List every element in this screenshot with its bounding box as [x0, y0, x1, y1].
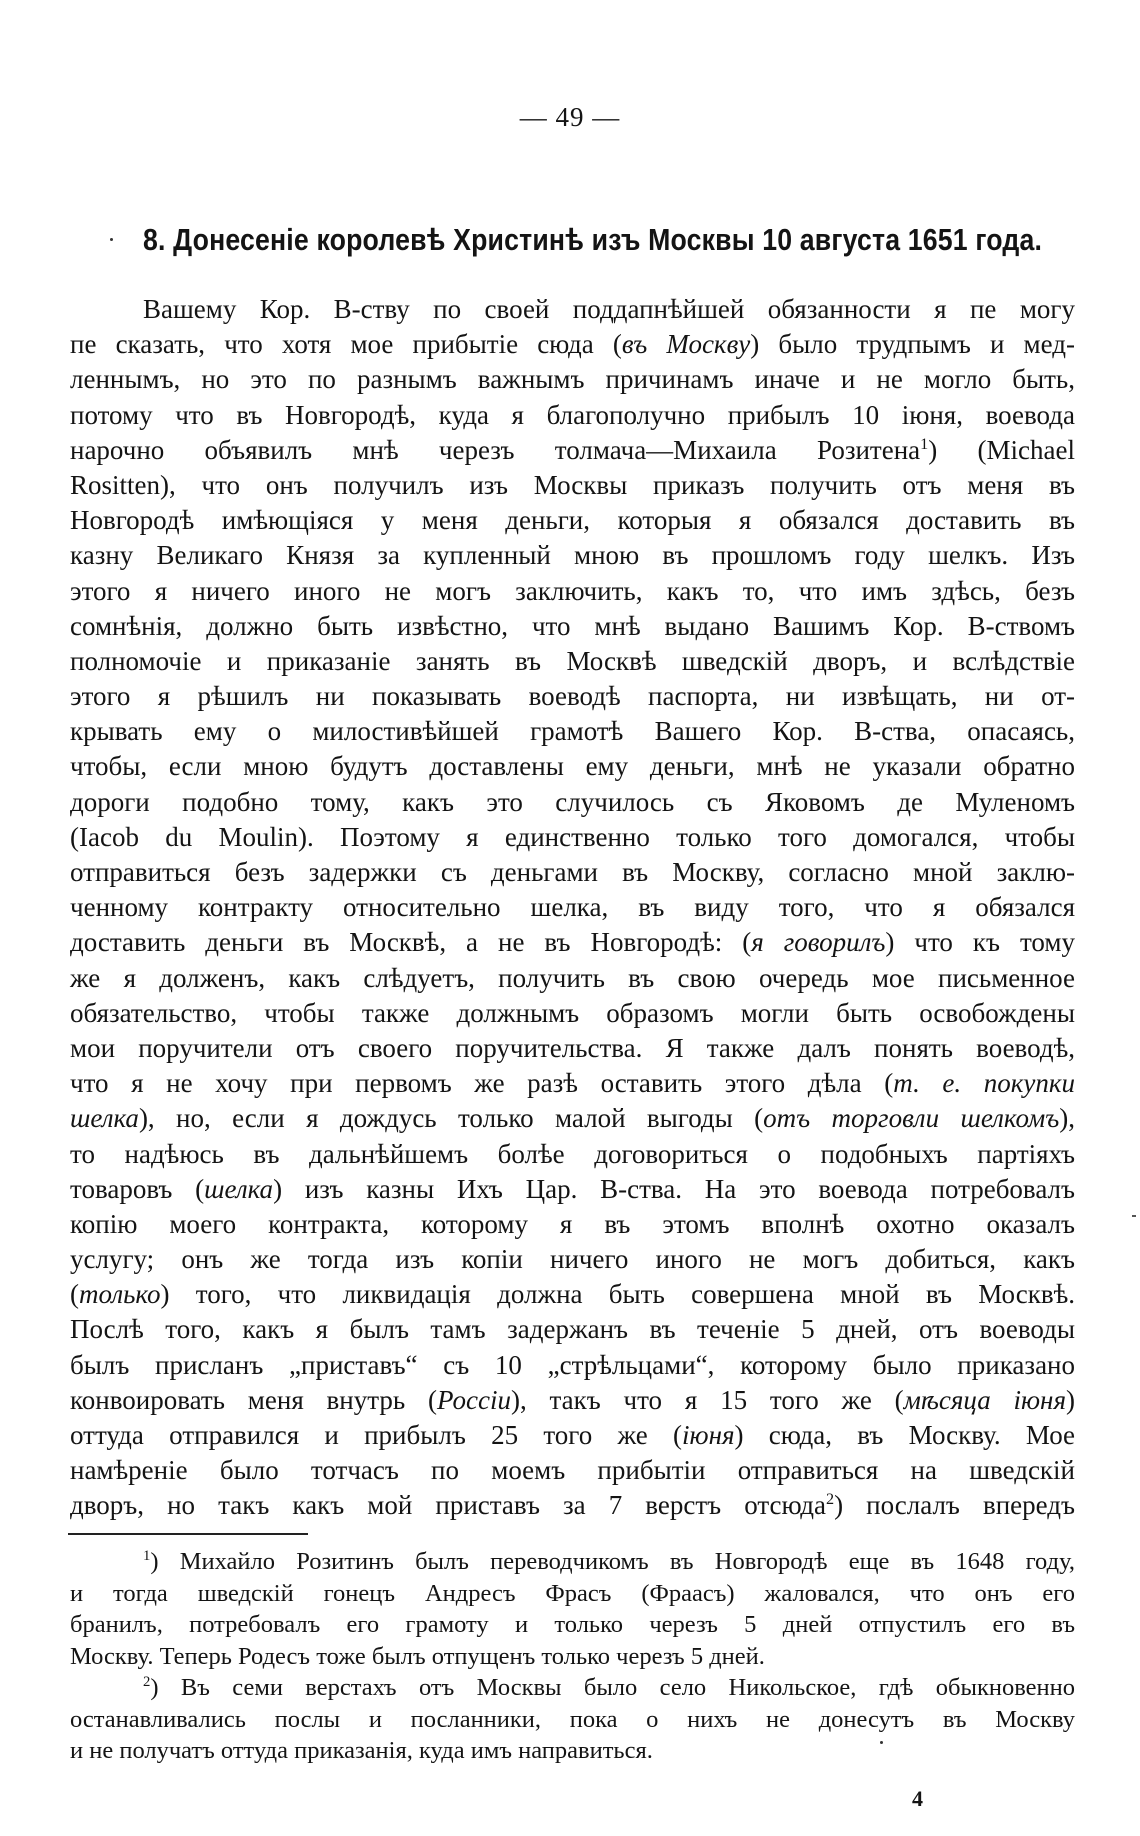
italic-text: т. е. покупки: [893, 1068, 1075, 1099]
body-line: [70, 503, 1075, 538]
text-run: чтобы, если мною будутъ доставлены ему деньги, мнѣ не указали обратно: [70, 751, 1075, 782]
text-run: ) сюда, въ Москву. Мое: [734, 1420, 1076, 1450]
text-run: товаровъ (: [70, 1173, 205, 1204]
body-line: [70, 1383, 1075, 1418]
italic-text: іюня: [682, 1420, 735, 1450]
body-line: [70, 714, 1075, 749]
body-line: [70, 609, 1075, 644]
footnote-line: [70, 1641, 1075, 1673]
body-line: [70, 820, 1075, 855]
body-line: [70, 1207, 1075, 1242]
text-run: намѣреніе было тотчасъ по моемъ прибытіи отправиться на шведскій: [70, 1455, 1075, 1486]
text-run: доставить деньги въ Москвѣ, а не въ Новгородѣ: (: [70, 927, 752, 958]
body-line: [70, 1242, 1075, 1277]
print-speck: [1132, 1215, 1136, 1217]
body-line: [70, 855, 1075, 890]
body-line: [70, 1348, 1075, 1383]
body-line: [70, 398, 1075, 433]
section-heading: 8. Донесеніе королевѣ Христинѣ изъ Москвы 10 августа 1651 года.: [143, 222, 1043, 257]
text-run: потому что въ Новгородѣ, куда я благополучно прибылъ 10 іюня, воевода: [70, 399, 1075, 430]
text-run: ) Михайло Розитинъ былъ переводчикомъ въ Новгородѣ еще въ 1648 году,: [150, 1548, 1075, 1575]
body-line: [70, 961, 1075, 996]
text-run: ) (Michael: [928, 434, 1075, 465]
text-run: этого я ничего иного не могъ заключить, какъ то, что имъ здѣсь, безъ: [70, 575, 1075, 606]
body-line: [70, 433, 1075, 468]
text-run: копію моего контракта, которому я въ этомъ вполнѣ охотно оказалъ: [70, 1208, 1075, 1239]
text-run: ): [1066, 1384, 1075, 1415]
italic-text: шелка: [204, 1173, 274, 1204]
text-run: полномочіе и приказаніе занять въ Москвѣ шведскій дворъ, и вслѣдствіе: [70, 645, 1075, 676]
text-run: былъ присланъ „приставъ“ съ 10 „стрѣльцами“, которому было приказано: [70, 1349, 1075, 1380]
body-line: [70, 1418, 1075, 1453]
text-run: Москву. Теперь Родесъ тоже былъ отпущенъ только черезъ 5 дней.: [70, 1642, 765, 1670]
text-run: услугу; онъ же тогда изъ копіи ничего иного не могъ добиться, какъ: [70, 1244, 1075, 1275]
text-run: то надѣюсь въ дальнѣйшемъ болѣе договориться о подобныхъ партіяхъ: [70, 1138, 1075, 1169]
text-run: ),: [1059, 1103, 1075, 1134]
body-line: [70, 996, 1075, 1031]
footnote-line: [70, 1672, 1075, 1704]
body-line: [70, 1101, 1075, 1136]
text-run: ) послалъ впередъ: [834, 1490, 1075, 1521]
footnote-marker: 1: [143, 1547, 151, 1564]
text-run: Вашему Кор. В-ству по своей поддапнѣйшей обязанности я пе могу: [143, 294, 1075, 324]
text-run: ) Въ семи верстахъ отъ Москвы было село Никольское, гдѣ обыкновенно: [150, 1674, 1075, 1701]
body-line: [70, 362, 1075, 397]
footnote-marker: 2: [143, 1673, 151, 1690]
print-speck: [110, 238, 113, 241]
text-run: (Iacob du Moulin). Поэтому я единственно только того домогался, чтобы: [70, 821, 1075, 852]
text-run: нарочно объявилъ мнѣ черезъ толмача—Михаила Розитена: [70, 434, 921, 465]
text-run: ) что къ тому: [885, 927, 1075, 958]
body-line: [70, 890, 1075, 925]
text-run: ) было трудпымъ и мед-: [750, 329, 1075, 360]
text-run: крывать ему о милостивѣйшей грамотѣ Вашего Кор. В-ства, опасаясь,: [70, 716, 1075, 747]
footnote-line: [70, 1735, 1075, 1767]
body-line: [70, 644, 1075, 679]
text-run: Rositten), что онъ получилъ изъ Москвы приказъ получить отъ меня въ: [70, 469, 1075, 500]
body-line: [70, 1488, 1075, 1523]
text-run: бранилъ, потребовалъ его грамоту и только черезъ 5 дней отпустилъ его въ: [70, 1611, 1075, 1638]
text-run: ченному контракту относительно шелка, въ виду того, что я обязался: [70, 892, 1075, 923]
footnote-line: [70, 1578, 1075, 1610]
body-line: [70, 1066, 1075, 1101]
footnote-line: [70, 1546, 1075, 1578]
body-line: [70, 538, 1075, 573]
text-run: Новгородѣ имѣющіяся у меня деньги, которыя я обязался доставить въ: [70, 505, 1075, 536]
body-line: [70, 679, 1075, 714]
footnotes: [70, 1546, 1075, 1767]
text-run: ), но, если я дождусь только малой выгоды (: [138, 1103, 764, 1134]
body-line: [70, 1277, 1075, 1312]
text-run: ), такъ что я 15 того же (: [510, 1384, 904, 1415]
text-run: оттуда отправился и прибылъ 25 того же (: [70, 1420, 683, 1450]
footnote-marker: 1: [920, 434, 929, 453]
italic-text: я говорилъ: [751, 927, 886, 958]
body-line: [70, 327, 1075, 362]
text-run: (: [70, 1279, 79, 1310]
text-run: конвоировать меня внутрь (: [70, 1384, 437, 1415]
text-run: этого я рѣшилъ ни показывать воеводѣ паспорта, ни извѣщать, ни от-: [70, 681, 1075, 712]
text-run: сомнѣнія, должно быть извѣстно, что мнѣ выдано Вашимъ Кор. В-ствомъ: [70, 610, 1075, 641]
italic-text: мѣсяца іюня: [903, 1384, 1066, 1415]
text-run: ) изъ казны Ихъ Цар. В-ства. На это воевода потребовалъ: [273, 1173, 1075, 1204]
body-line: [70, 785, 1075, 820]
text-run: и не получатъ оттуда приказанія, куда имъ направиться.: [70, 1737, 653, 1764]
italic-text: Россіи: [436, 1384, 511, 1415]
italic-text: только: [79, 1279, 161, 1310]
text-run: мои поручители отъ своего поручительства. Я также далъ понять воеводѣ,: [70, 1032, 1075, 1063]
text-run: отправиться безъ задержки съ деньгами въ Москву, согласно мной заклю-: [70, 857, 1075, 887]
signature-mark: 4: [912, 1786, 923, 1811]
text-run: дворъ, но такъ какъ мой приставъ за 7 верстъ отсюда: [70, 1490, 826, 1521]
footnote-marker: 2: [825, 1490, 835, 1509]
text-run: же я долженъ, какъ слѣдуетъ, получить въ свою очередь мое письменное: [70, 962, 1075, 993]
text-run: ) того, что ликвидація должна быть совершена мной въ Москвѣ.: [160, 1279, 1075, 1310]
text-run: Послѣ того, какъ я былъ тамъ задержанъ въ теченіе 5 дней, отъ воеводы: [70, 1314, 1075, 1345]
italic-text: отъ торговли шелкомъ: [763, 1103, 1060, 1134]
body-line: [70, 925, 1075, 960]
text-run: останавливались послы и посланники, пока о нихъ не донесутъ въ Москву: [70, 1705, 1075, 1733]
body-line: [70, 468, 1075, 503]
footnote-line: [70, 1609, 1075, 1641]
body-text: [70, 292, 1075, 1524]
text-run: что я не хочу при первомъ же разѣ оставить этого дѣла (: [70, 1068, 894, 1099]
body-line: [70, 574, 1075, 609]
body-line: [70, 749, 1075, 784]
footnote-separator: [68, 1533, 308, 1535]
italic-text: въ Москву: [621, 329, 751, 360]
body-line: [70, 1137, 1075, 1172]
italic-text: шелка: [70, 1103, 139, 1134]
body-line: [70, 1453, 1075, 1488]
body-line: [70, 292, 1075, 327]
page-number: — 49 —: [519, 102, 621, 132]
body-line: [70, 1312, 1075, 1347]
body-line: [70, 1031, 1075, 1066]
footnote-line: [70, 1704, 1075, 1736]
text-run: обязательство, чтобы также должнымъ образомъ могли быть освобождены: [70, 997, 1075, 1028]
text-run: леннымъ, но это по разнымъ важнымъ причинамъ иначе и не могло быть,: [70, 364, 1075, 395]
print-speck: [880, 1741, 883, 1744]
text-run: пе сказать, что хотя мое прибытіе сюда (: [70, 329, 622, 360]
text-run: и тогда шведскій гонецъ Андресъ Фрасъ (Фраасъ) жаловался, что онъ его: [70, 1579, 1075, 1607]
text-run: казну Великаго Князя за купленный мною въ прошломъ году шелкъ. Изъ: [70, 540, 1075, 571]
text-run: дороги подобно тому, какъ это случилось съ Яковомъ де Муленомъ: [70, 786, 1075, 817]
body-line: [70, 1172, 1075, 1207]
